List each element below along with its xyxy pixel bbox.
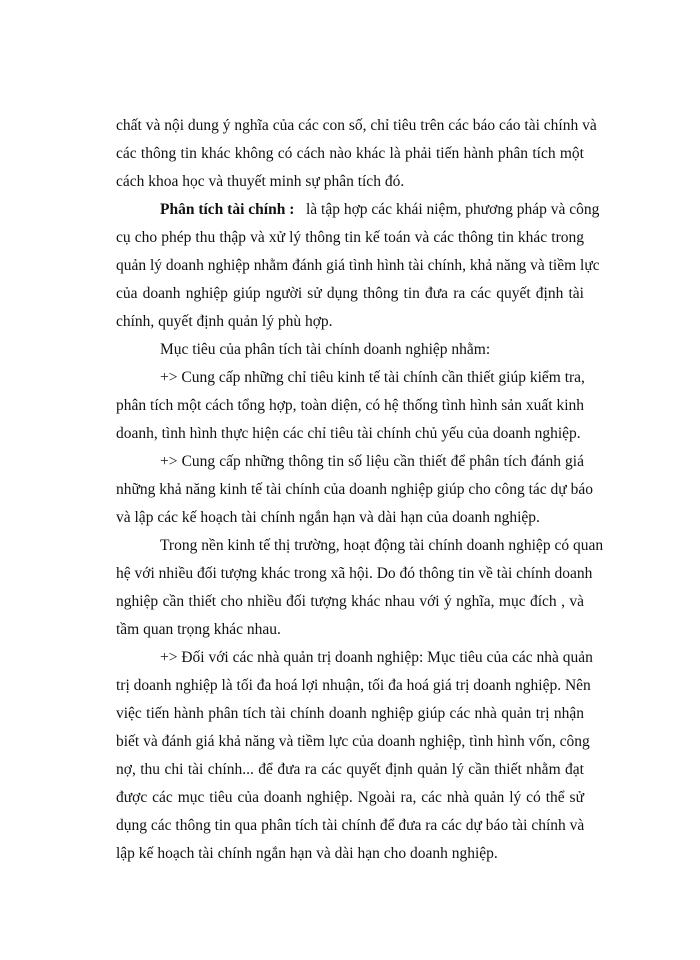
text-line: doanh, tình hình thực hiện các chỉ tiêu tài chính chủ yếu của doanh nghiệp.	[116, 425, 581, 442]
paragraph-definition	[116, 196, 600, 336]
text-line: việc tiến hành phân tích tài chính doanh nghiệp giúp các nhà quản trị nhận	[116, 705, 584, 722]
definition-text: là tập hợp các khái niệm, phương pháp và công	[305, 201, 600, 218]
paragraph-market-economy	[116, 532, 604, 644]
text-line: chính, quyết định quản lý phù hợp.	[116, 313, 333, 330]
text-line: chất và nội dung ý nghĩa của các con số, chỉ tiêu trên các báo cáo tài chính và	[116, 117, 597, 134]
text-line: Mục tiêu của phân tích tài chính doanh nghiệp nhằm:	[160, 341, 491, 358]
text-line: hệ với nhiều đối tượng khác trong xã hội. Do đó thông tin về tài chính doanh	[116, 565, 593, 582]
text-line: lập kế hoạch tài chính ngắn hạn và dài hạn cho doanh nghiệp.	[116, 845, 498, 862]
text-line: biết và đánh giá khả năng và tiềm lực của doanh nghiệp, tình hình vốn, công	[116, 733, 590, 750]
definition-term: Phân tích tài chính :	[160, 201, 295, 218]
text-line: được các mục tiêu của doanh nghiệp. Ngoài ra, các nhà quản lý có thể sử	[116, 789, 584, 806]
text-line: của doanh nghiệp giúp người sử dụng thông tin đưa ra các quyết định tài	[116, 285, 584, 302]
text-line: +> Đối với các nhà quản trị doanh nghiệp: Mục tiêu của các nhà quản	[160, 649, 593, 666]
text-line	[116, 196, 600, 224]
text-line: dụng các thông tin qua phân tích tài chính để đưa ra các dự báo tài chính và	[116, 817, 585, 834]
text-line: quản lý doanh nghiệp nhằm đánh giá tình hình tài chính, khả năng và tiềm lực	[116, 257, 600, 274]
paragraph-continuation	[116, 112, 597, 196]
paragraph-objectives-intro	[116, 336, 584, 364]
text-line: và lập các kế hoạch tài chính ngắn hạn và dài hạn của doanh nghiệp.	[116, 509, 540, 526]
text-line: nghiệp cần thiết cho nhiều đối tượng khác nhau với ý nghĩa, mục đích , và	[116, 593, 584, 610]
text-line: tầm quan trọng khác nhau.	[116, 621, 281, 638]
paragraph-objective-2	[116, 448, 593, 532]
text-line: trị doanh nghiệp là tối đa hoá lợi nhuận, tối đa hoá giá trị doanh nghiệp. Nên	[116, 677, 591, 694]
text-line: những khả năng kinh tế tài chính của doanh nghiệp giúp cho công tác dự báo	[116, 481, 593, 498]
text-line: +> Cung cấp những chỉ tiêu kinh tế tài chính cần thiết giúp kiểm tra,	[160, 369, 585, 386]
paragraph-objective-1	[116, 364, 584, 448]
text-line: cách khoa học và thuyết minh sự phân tích đó.	[116, 173, 405, 190]
paragraph-managers	[116, 644, 593, 868]
document-page	[116, 112, 604, 868]
text-line: cụ cho phép thu thập và xử lý thông tin kế toán và các thông tin khác trong	[116, 229, 584, 246]
text-line: Trong nền kinh tế thị trường, hoạt động tài chính doanh nghiệp có quan	[160, 537, 604, 554]
text-line: các thông tin khác không có cách nào khác là phải tiến hành phân tích một	[116, 145, 584, 162]
text-line: nợ, thu chi tài chính... để đưa ra các quyết định quản lý cần thiết nhằm đạt	[116, 761, 584, 778]
text-line: +> Cung cấp những thông tin số liệu cần thiết để phân tích đánh giá	[160, 453, 584, 470]
text-line: phân tích một cách tổng hợp, toàn diện, có hệ thống tình hình sản xuất kinh	[116, 397, 584, 414]
